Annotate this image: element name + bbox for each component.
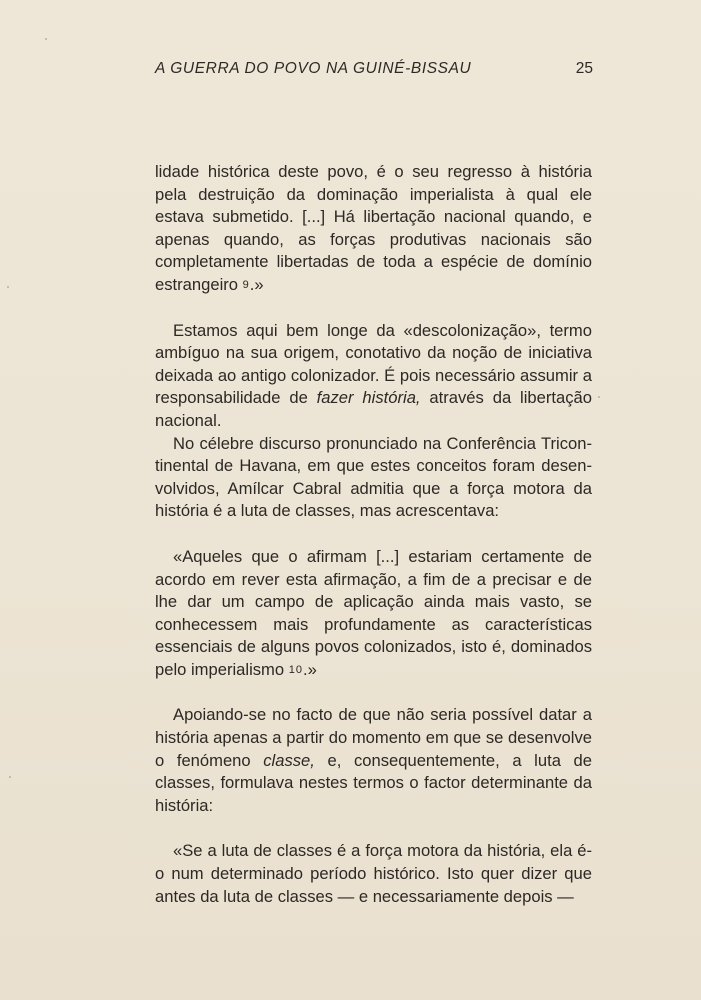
quote-close: .» — [302, 659, 317, 679]
paper-speck — [45, 38, 47, 40]
paragraph-5-text-before: Apoiando-se no facto de que não seria possível datar a história apenas a partir do momento em que se desenvolve o fenómeno — [155, 705, 592, 770]
running-title: A GUERRA DO POVO NA GUINÉ-BISSAU — [155, 60, 472, 77]
paragraph-2-text-before: Estamos aqui bem longe da «descolonização», termo ambíguo na sua origem, conotativo da noção de iniciativa deixada ao antigo colonizador. É pois necessário assumir a responsabilidade de — [155, 320, 592, 408]
paragraph-2-emphasis: fazer história, — [316, 388, 421, 408]
paragraph-3 — [155, 433, 592, 523]
page-number: 25 — [575, 60, 593, 77]
paper-speck — [9, 776, 11, 778]
body-text — [155, 161, 592, 908]
quote-close: .» — [249, 274, 264, 294]
paragraph-1 — [155, 161, 592, 297]
paragraph-6-text: «Se a luta de classes é a força motora da história, ela é-o num determinado período histórico. Isto quer dizer que antes da luta de classes — e necessariamente depois — — [155, 841, 592, 906]
footnote-ref-10: 10 — [288, 663, 303, 676]
paragraph-5-text-after: e, consequentemente, a luta de classes, formulava nestes termos o factor determinante da história: — [155, 750, 592, 815]
footnote-ref-9: 9 — [242, 278, 250, 291]
paragraph-2 — [155, 320, 592, 433]
running-head — [155, 60, 593, 82]
paragraph-4 — [155, 546, 592, 682]
paragraph-2-text-after: através da libertação nacional. — [155, 388, 592, 430]
paragraph-5 — [155, 704, 592, 817]
paragraph-6 — [155, 840, 592, 908]
paragraph-4-text: «Aqueles que o afirmam [...] estariam certamente de acordo em rever esta afirmação, a fim de a precisar e de lhe dar um campo de aplicação ainda mais vasto, se conhecessem mais profundamente as características essenciais de alguns povos colonizados, isto é, dominados pelo imperialismo — [155, 546, 592, 679]
paragraph-5-emphasis: classe, — [263, 750, 315, 770]
paper-speck — [598, 396, 600, 398]
paragraph-3-text: No célebre discurso pronunciado na Conferência Tricontinental de Havana, em que estes conceitos foram desenvolvidos, Amílcar Cabral admitia que a força motora da história é a luta de classes, mas acrescentava: — [155, 433, 592, 521]
paragraph-1-text: lidade histórica deste povo, é o seu regresso à história pela destruição da dominação imperialista à qual ele estava submetido. [...] Há libertação nacional quando, e apenas quando, as forças produtivas nacionais são completamente libertadas de toda a espécie de domínio estrangeiro — [155, 162, 592, 294]
paper-speck — [7, 286, 9, 288]
